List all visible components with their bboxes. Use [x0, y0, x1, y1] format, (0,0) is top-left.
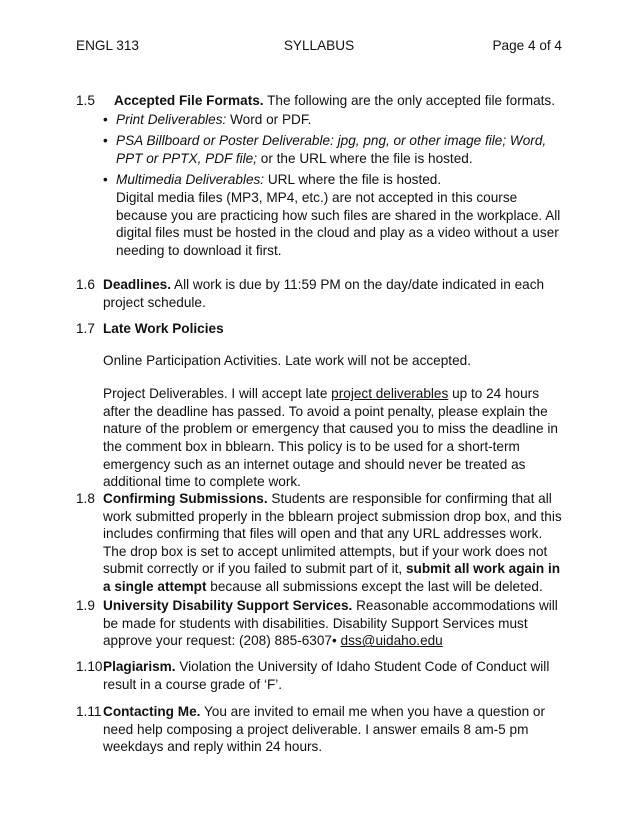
section-1-10	[76, 658, 566, 693]
section-number: 1.6	[76, 277, 95, 292]
section-number: 1.7	[76, 321, 95, 336]
bullet-dot: •	[103, 111, 108, 127]
bullet-text: Word or PDF.	[226, 111, 312, 127]
section-number: 1.11	[76, 704, 102, 719]
section-heading: University Disability Support Services.	[103, 598, 353, 613]
header-course: ENGL 313	[76, 38, 139, 53]
section-intro-text: The following are the only accepted file formats.	[263, 93, 555, 108]
section-heading: Plagiarism.	[103, 659, 176, 674]
section-1-8	[76, 490, 566, 596]
bullet-label: Print Deliverables:	[116, 111, 227, 127]
paragraph-text: up to 24 hours after the deadline has passed. To avoid a point penalty, please explain the nature of the problem or emergency that caused you to miss the deadline in the comment box in bblearn. This policy is to be used for a short-term emergency such as an internet outage and should never be treated as additional time to complete work.	[103, 386, 558, 490]
section-heading: Late Work Policies	[103, 321, 224, 336]
section-emphasis: submit all work again in a single attempt	[103, 561, 561, 594]
bullet-text: URL where the file is hosted.	[264, 172, 442, 188]
section-heading: Contacting Me.	[103, 704, 201, 719]
section-intro	[114, 92, 566, 110]
section-1-6	[76, 276, 566, 311]
bullet-print	[103, 111, 566, 129]
section-heading: Deadlines.	[103, 277, 171, 292]
email-link[interactable]: dss@uidaho.edu	[340, 633, 443, 649]
section-number: 1.9	[76, 598, 95, 613]
section-text: Students are responsible for confirming that all work submitted properly in the bblearn project submission drop box, and this includes confirming that files will open and that any URL addresses work. The drop box is set to accept unlimited attempts, but if your work does not submit correctly or if you failed to submit part of it,	[103, 491, 562, 577]
bullet-text: or the URL where the file is hosted.	[257, 150, 473, 166]
bullet-dot: •	[103, 133, 108, 149]
section-1-5	[76, 92, 566, 259]
page-header	[76, 37, 562, 57]
bullet-dot: •	[103, 172, 108, 188]
section-heading: Confirming Submissions.	[103, 491, 268, 506]
section-1-11	[76, 703, 566, 756]
section-text-tail: because all submissions except the last will be deleted.	[206, 578, 543, 594]
late-work-deliverables	[103, 385, 566, 491]
header-title: SYLLABUS	[283, 38, 355, 53]
bullet-psa	[103, 132, 566, 167]
bullet-note: Digital media files (MP3, MP4, etc.) are not accepted in this course because you are practicing how such files are shared in the workplace. All digital files must be hosted in the cloud and play as a video without a user needing to download it first.	[116, 189, 561, 258]
section-1-7	[76, 320, 566, 491]
bullet-label: Multimedia Deliverables:	[116, 172, 265, 188]
section-number: 1.10	[76, 659, 103, 674]
section-text: Reasonable accommodations will be made for students with disabilities. Disability Support Services must approve your request: (208) 885-6307•	[103, 598, 558, 649]
section-number: 1.5	[76, 93, 95, 108]
section-text: All work is due by 11:59 PM on the day/date indicated in each project schedule.	[103, 277, 545, 310]
header-page-number: Page 4 of 4	[492, 38, 562, 53]
project-deliverables-link[interactable]: project deliverables	[331, 386, 449, 402]
late-work-participation: Online Participation Activities. Late work will not be accepted.	[103, 352, 471, 368]
bullet-multimedia	[103, 171, 566, 259]
section-text: Violation the University of Idaho Student Code of Conduct will result in a course grade of ‘F’.	[103, 659, 550, 692]
section-1-9	[76, 597, 566, 650]
section-text: You are invited to email me when you have a question or need help composing a project deliverable. I answer emails 8 am-5 pm weekdays and reply within 24 hours.	[103, 704, 546, 755]
section-number: 1.8	[76, 491, 95, 506]
section-heading: Accepted File Formats.	[114, 93, 264, 108]
paragraph-text: Project Deliverables. I will accept late	[103, 386, 332, 402]
bullet-label: PSA Billboard or Poster Deliverable: jpg, png, or other image file; Word, PPT or PPTX, PDF file;	[116, 133, 547, 166]
